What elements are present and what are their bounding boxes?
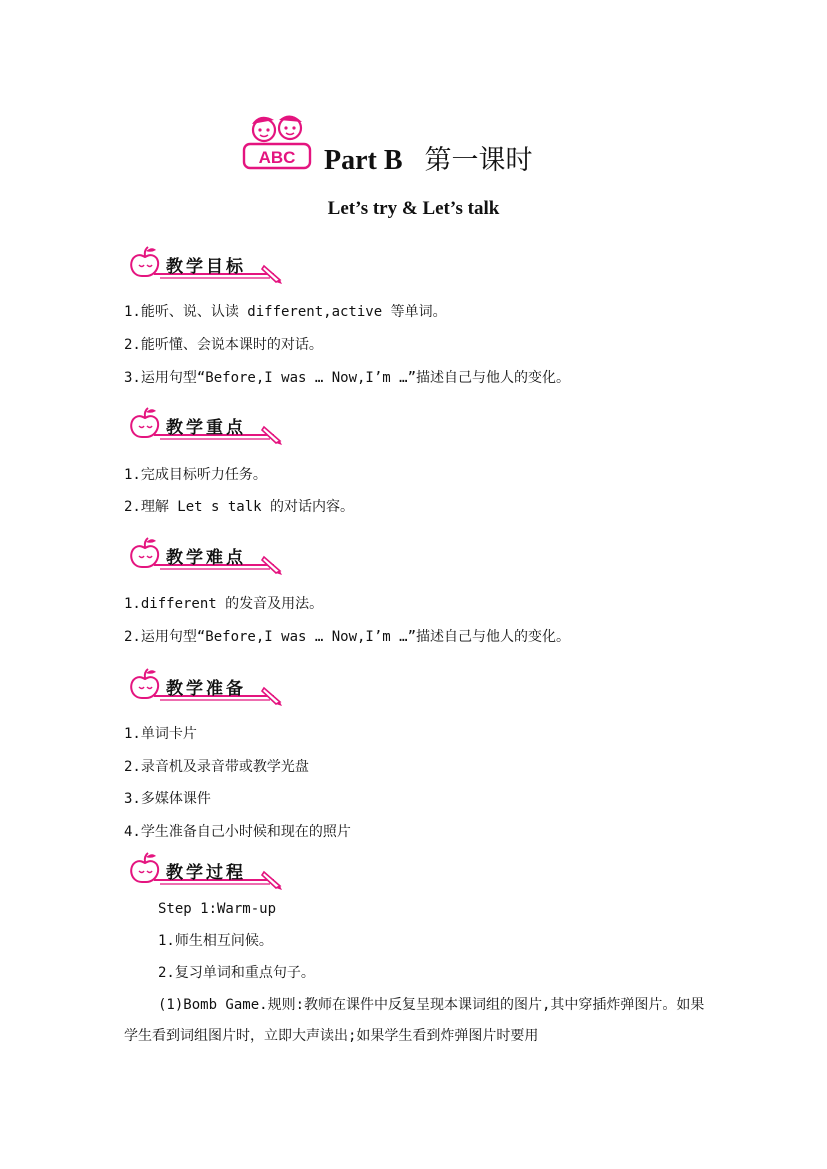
- section-heading-procedure: [124, 850, 284, 890]
- preparation-item-3: 3.多媒体课件: [124, 791, 211, 807]
- section-heading-key-points: [124, 405, 284, 445]
- section-heading-preparation: [124, 666, 284, 706]
- difficulty-item-2: 2.运用句型“Before,I was … Now,I’m …”描述自己与他人的变化。: [124, 629, 571, 645]
- procedure-item-1: 1.师生相互问候。: [158, 933, 273, 949]
- preparation-item-4: 4.学生准备自己小时候和现在的照片: [124, 824, 351, 840]
- procedure-step-title: Step 1:Warm-up: [158, 901, 277, 917]
- page-title: [324, 138, 533, 177]
- section-heading-label: 教学重点: [166, 418, 246, 438]
- preparation-item-1: 1.单词卡片: [124, 726, 197, 742]
- objective-item-1: 1.能听、说、认读 different,active 等单词。: [124, 304, 447, 320]
- procedure-paragraph: (1)Bomb Game.规则:教师在课件中反复呈现本课词组的图片,其中穿插炸弹图片。如果学生看到词组图片时，立即大声读出;如果学生看到炸弹图片时要用: [124, 997, 705, 1044]
- lesson-subtitle: Let’s try & Let’s talk: [327, 198, 500, 219]
- key-point-item-2: 2.理解 Let s talk 的对话内容。: [124, 499, 355, 515]
- procedure-item-2: 2.复习单词和重点句子。: [158, 965, 315, 981]
- section-heading-label: 教学过程: [166, 863, 246, 883]
- title-chinese: 第一课时: [424, 145, 533, 176]
- page-title-block: [240, 108, 600, 176]
- section-heading-label: 教学难点: [166, 548, 246, 568]
- section-heading-label: 教学目标: [166, 257, 246, 277]
- logo-letters: ABC: [258, 148, 296, 167]
- kids-abc-logo: [240, 108, 316, 172]
- key-point-item-1: 1.完成目标听力任务。: [124, 467, 267, 483]
- section-heading-objectives: [124, 244, 284, 284]
- section-heading-difficulties: [124, 535, 284, 575]
- preparation-item-2: 2.录音机及录音带或教学光盘: [124, 759, 309, 775]
- objective-item-2: 2.能听懂、会说本课时的对话。: [124, 337, 323, 353]
- objective-item-3: 3.运用句型“Before,I was … Now,I’m …”描述自己与他人的变化。: [124, 370, 571, 386]
- title-english: Part B: [324, 145, 403, 176]
- section-heading-label: 教学准备: [166, 679, 246, 699]
- difficulty-item-1: 1.different 的发音及用法。: [124, 596, 324, 612]
